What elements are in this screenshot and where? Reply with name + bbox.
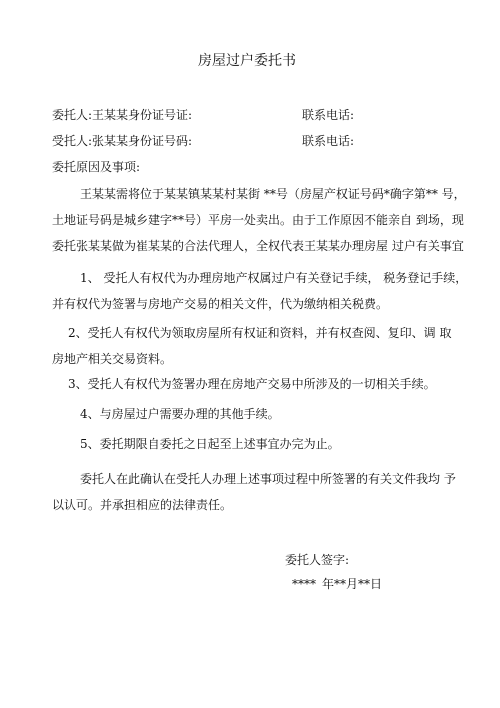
date-stars: ****	[292, 577, 316, 591]
reason-heading: 委托原因及事项:	[52, 160, 141, 174]
intro-line: 委托张某某做为崔某某的合法代理人，全权代表王某某办理房屋 过户有关事宜	[52, 239, 464, 253]
item-5: 5、委托期限自委托之日起至上述事宜办完为止。	[80, 437, 340, 451]
principal-phone-label: 联系电话:	[302, 108, 355, 122]
confirm-line: 以认可。并承担相应的法律责任。	[52, 498, 233, 512]
item-1-line: 1、 受托人有权代为办理房地产权属过户有关登记手续， 税务登记手续，	[80, 271, 468, 285]
intro-line: 王某某需将位于某某镇某某村某街 **号（房屋产权证号码*确字第** 号，	[80, 187, 466, 201]
principal-label: 委托人:王某某身份证号证:	[52, 108, 193, 122]
item-3: 3、受托人有权代为签署办理在房地产交易中所涉及的一切相关手续。	[68, 377, 436, 391]
document-title: 房屋过户委托书	[198, 53, 296, 69]
item-1-line: 并有权代为签署与房地产交易的相关文件，代为缴纳相关税费。	[52, 297, 389, 311]
item-4: 4、与房屋过户需要办理的其他手续。	[80, 407, 280, 421]
signature-label: 委托人签字:	[285, 553, 350, 567]
agent-phone-label: 联系电话:	[302, 134, 355, 148]
agent-label: 受托人:张某某身份证号码:	[52, 134, 193, 148]
confirm-line: 委托人在此确认在受托人办理上述事项过程中所签署的有关文件我均 予	[80, 472, 456, 486]
item-2-line: 2、受托人有权代为领取房屋所有权证和资料，并有权查阅、复印、调 取	[68, 326, 452, 340]
item-2-line: 房地产相关交易资料。	[52, 352, 173, 366]
intro-line: 土地证号码是城乡建字**号）平房一处卖出。由于工作原因不能亲自 到场，现	[52, 213, 464, 227]
date-text: 年**月**日	[322, 577, 383, 591]
